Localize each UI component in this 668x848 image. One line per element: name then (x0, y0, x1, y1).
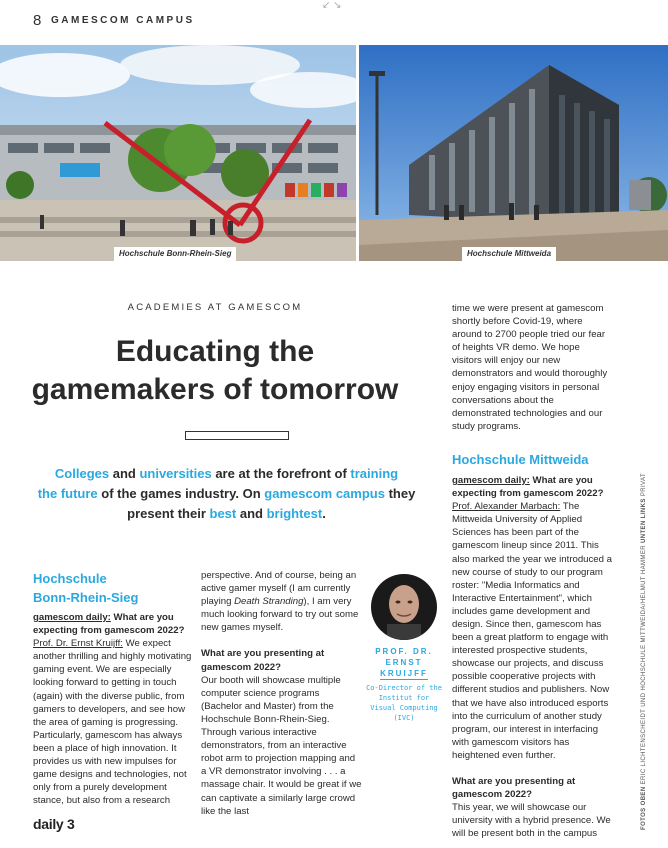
column-bonn-rhein-sieg (33, 569, 193, 807)
answer-2: This year, we will showcase our university with a hybrid presence. We will be present both in the campus (452, 802, 611, 840)
footer-logo: daily 3 (33, 816, 75, 832)
intro-text: and (109, 466, 140, 481)
intro-text: of the games industry. On (97, 486, 265, 501)
headline-line-1: Educating the (115, 335, 315, 368)
answer-2: Our booth will showcase multiple computer science programs (Bachelor and Master) from the Hochschule Bonn-Rhein-Sieg. Through various interactive demonstrators, from an interactive robot arm to projection mapping and a VR demonstrator involving . . . a massage chair. It would be great if we can captivate a similarly large crowd like the last (201, 674, 362, 817)
answer-text: perspective. And of course, being an active gamer myself (I am currently playing (201, 570, 357, 608)
answer-continued (201, 569, 363, 634)
profile-name-line: KRUIJFF (380, 669, 428, 678)
game-title: Death Stranding (234, 596, 304, 608)
credit-label: UNTEN LINKS (641, 498, 647, 543)
answer-text: The Mittweida University of Applied Sciences has been part of the gamescom lineup since 2011. This also marked the year we introduced a new course of study to our program roster: "Media Informatics and Interactive Entertainment", which includes game development and design. Since then, gamescom has been a great platform to engage with interested prospective students, showcase our projects, and discuss possible cooperative projects with different studios and publishers. Now that we have also introduced esports into the curriculum of another study program, our interest in interfacing with gamescom visitors has heightened even further. (452, 501, 612, 761)
intro-text: . (322, 506, 326, 521)
subhead-mittweida: Hochschule Mittweida (452, 451, 589, 467)
intro-highlight: gamescom campus (264, 486, 385, 501)
corner-crop-mark: ↙ ↘ (322, 0, 342, 11)
photo-mittweida (359, 45, 668, 261)
answer-1 (33, 637, 193, 807)
subhead-line-1: Hochschule (33, 571, 107, 586)
photo-caption-right: Hochschule Mittweida (462, 247, 556, 261)
intro-text: present their (127, 506, 210, 521)
photo-bonn-rhein-sieg (0, 45, 356, 261)
profile-name-line: PROF. DR. (375, 647, 433, 656)
page-number: 8 (33, 12, 42, 29)
intro-highlight: the future (37, 486, 98, 501)
credit-text: PRIVAT (641, 472, 647, 499)
answer-text: We expect another thrilling and highly motivating gaming event. We are especially looking forward to getting in touch (again) with the diverse public, from gamers to developers, and see how the area of gaming is progressing. Particularly, gamescom has always been a place of high innovation. It provides us with new impulses for game designs and technologies, not only from a purely development stance, but also from a research (33, 638, 192, 807)
answer-speaker: Prof. Dr. Ernst Kruijff: (33, 638, 123, 650)
question-text: What are you expecting from gamescom 2022? (33, 612, 185, 637)
credit-text: ERIC LICHTENSCHEIDT UND HOCHSCHULE MITTWEIDA/HELMUT HAMMER (641, 542, 647, 787)
article-kicker: ACADEMIES AT GAMESCOM (127, 302, 303, 313)
column-mittweida (452, 302, 612, 840)
portrait-image (371, 574, 437, 640)
intro-text: they (384, 486, 416, 501)
intro-text: and (236, 506, 267, 521)
headline-divider (185, 431, 289, 440)
photo-caption-left: Hochschule Bonn-Rhein-Sieg (114, 247, 236, 261)
article-intro (30, 464, 423, 524)
column-continued (201, 569, 363, 818)
photo-credit (641, 473, 647, 830)
headline-line-2: gamemakers of tomorrow (31, 373, 399, 406)
article-headline (10, 333, 420, 409)
intro-highlight: Colleges (54, 466, 110, 481)
intro-text: are at the forefront of (211, 466, 351, 481)
campus-photo-left (0, 45, 356, 261)
profile-role: Co-Director of the Institut for Visual Computing (IVC) (366, 684, 442, 722)
intro-highlight: brightest (266, 506, 323, 521)
question-text: What are you expecting from gamescom 2022? (452, 474, 604, 500)
question-2: What are you presenting at gamescom 2022? (452, 776, 576, 801)
subhead-line-2: Bonn-Rhein-Sieg (33, 590, 139, 605)
section-label: GAMESCOM CAMPUS (51, 15, 195, 26)
question-1 (33, 611, 193, 637)
intro-highlight: training (350, 466, 399, 481)
answer-continued: time we were present at gamescom shortly before Covid-19, where around to 2700 people tried our fear of heights VR demo. We hope visitors will enjoy our new demonstrators and would thoroughly enjoy engaging visitors in personal conversations about the demonstrated technologies and our study programs. (452, 303, 608, 432)
credit-label: FOTOS OBEN (641, 786, 647, 830)
subhead-bonn-rhein-sieg (33, 569, 193, 607)
intro-highlight: universities (139, 466, 212, 481)
question-1 (452, 474, 612, 500)
question-label: gamescom daily: (452, 474, 530, 486)
profile-name-line: ERNST (385, 658, 423, 667)
answer-text: ), I am very much looking forward to try out some new games myself. (201, 596, 359, 634)
question-label: gamescom daily: (33, 612, 111, 623)
profile-name (372, 646, 436, 680)
answer-1 (452, 500, 612, 762)
question-2: What are you presenting at gamescom 2022? (201, 648, 325, 673)
answer-speaker: Prof. Alexander Marbach: (452, 501, 561, 513)
intro-highlight: best (209, 506, 237, 521)
campus-photo-right (359, 45, 668, 261)
portrait-kruijff (371, 574, 437, 640)
